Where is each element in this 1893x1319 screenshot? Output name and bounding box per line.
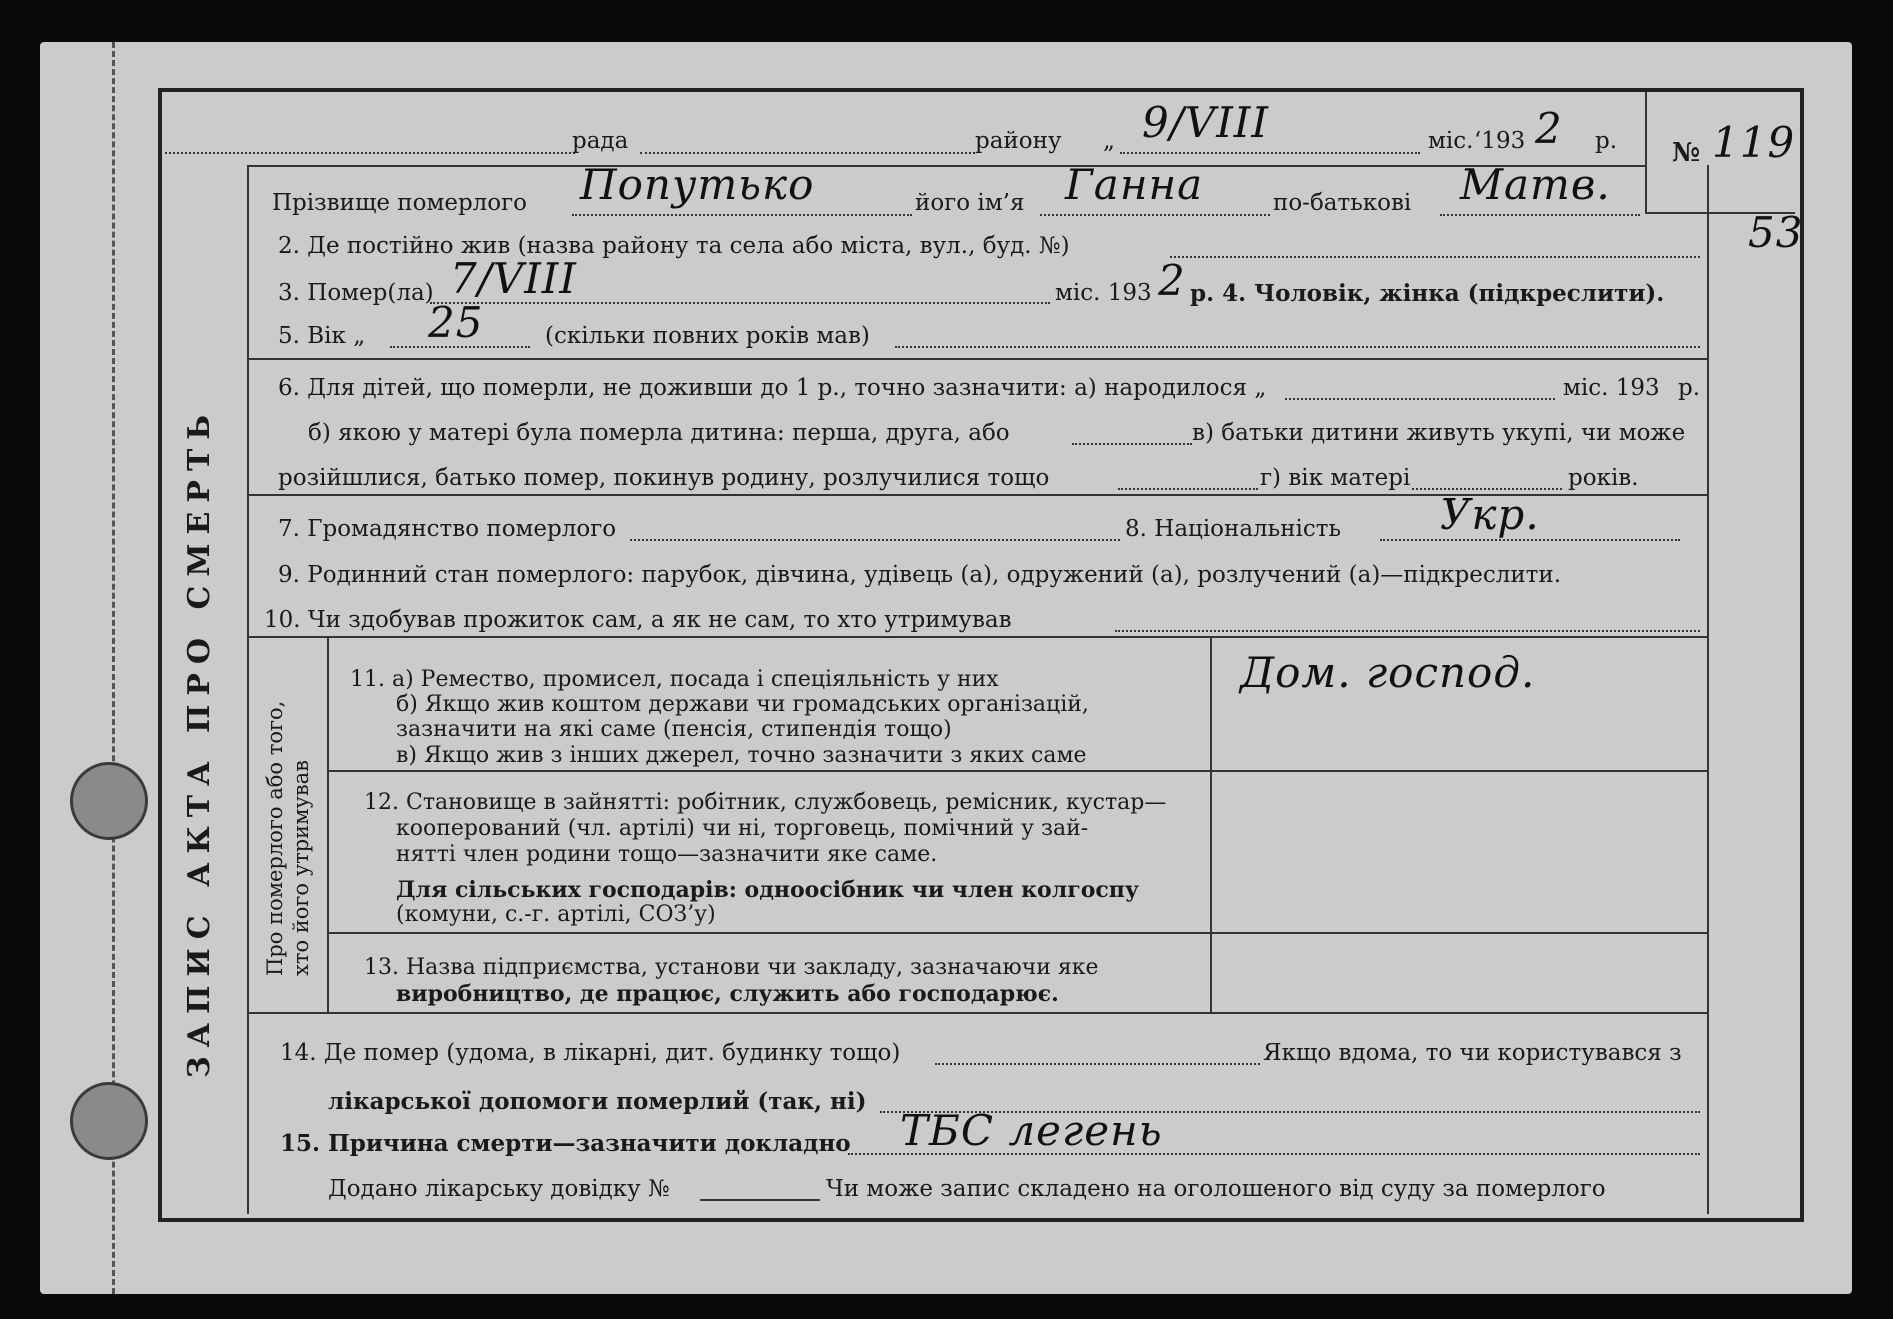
field-11-line-1: 11. а) Ремество, промисел, посада і спеціяльність у них	[350, 667, 999, 692]
field-15-label: 15. Причина смерти—зазначити докладно	[280, 1130, 851, 1157]
record-number-handwritten-2: 53	[1748, 208, 1804, 257]
side-subtitle: Про померлого або того, хто його утримував	[263, 700, 313, 976]
rayon-label: району	[975, 128, 1062, 154]
field-3-label: 3. Помер(ла)	[278, 280, 434, 306]
field-12-line-2: кооперований (чл. артілі) чи ні, торговець, помічний у зай-	[396, 816, 1089, 841]
first-name-handwritten: Ганна	[1065, 160, 1204, 209]
nationality-handwritten: Укр.	[1440, 490, 1540, 539]
field-12-line-5: (комуни, с.-г. артілі, СОЗ’у)	[396, 902, 716, 927]
medical-certificate-label: Додано лікарську довідку №	[328, 1176, 670, 1202]
field-8-label: 8. Національність	[1125, 516, 1342, 542]
field-14-line-1: 14. Де помер (удома, в лікарні, дит. будинку тощо)	[280, 1040, 901, 1066]
field-12-line-4: Для сільських господарів: одноосібник чи член колгоспу	[396, 877, 1139, 903]
record-number-handwritten: 119	[1712, 118, 1796, 167]
field-6-line-1: 6. Для дітей, що померли, не доживши до 1 р., точно зазначити: а) народилося „	[278, 375, 1267, 401]
occupation-handwritten: Дом. господ.	[1240, 648, 1536, 697]
field-13-line-2: виробництво, де працює, служить або господарює.	[396, 981, 1059, 1007]
field-5-label: 5. Вік „	[278, 323, 366, 349]
cause-of-death-handwritten: ТБС легень	[900, 1106, 1163, 1155]
field-2-label: 2. Де постійно жив (назва району та села або міста, вул., буд. №)	[278, 233, 1070, 259]
record-date-handwritten: 9/VIII	[1142, 98, 1269, 147]
number-label: №	[1672, 138, 1701, 168]
field-9-label: 9. Родинний стан померлого: парубок, дівчина, удівець (а), одружений (а), розлучений (а)—підкреслити.	[278, 562, 1562, 588]
binder-hole-top	[70, 762, 148, 840]
field-11-line-2: б) Якщо жив коштом держави чи громадських організацій,	[396, 692, 1089, 717]
field-10-label: 10. Чи здобував прожиток сам, а як не сам, то хто утримував	[264, 607, 1012, 633]
field-11-line-3: зазначити на які саме (пенсія, стипендія тощо)	[396, 717, 952, 742]
field-14-line-2: лікарської допомоги померлий (так, ні)	[328, 1088, 867, 1115]
death-date-handwritten: 7/VIII	[450, 254, 577, 303]
side-title: ЗАПИС АКТА ПРО СМЕРТЬ	[182, 405, 217, 1078]
record-year-handwritten: 2	[1535, 104, 1563, 153]
field-7-label: 7. Громадянство померлого	[278, 516, 617, 542]
surname-handwritten: Попутько	[580, 160, 815, 209]
field-6-line-3: розійшлися, батько помер, покинув родину, розлучилися тощо	[278, 465, 1050, 491]
field-1-label: Прізвище померлого	[272, 190, 528, 216]
field-13-line-1: 13. Назва підприємства, установи чи закладу, зазначаючи яке	[364, 955, 1099, 980]
court-declaration-label: Чи може запис складено на оголошеного від суду за померлого	[826, 1176, 1606, 1202]
field-11-line-4: в) Якщо жив з інших джерел, точно зазначити з яких саме	[396, 743, 1087, 768]
binder-hole-bottom	[70, 1082, 148, 1160]
field-12-line-3: нятті член родини тощо—зазначити яке саме.	[396, 842, 938, 867]
patronymic-handwritten: Матв.	[1460, 160, 1611, 209]
rada-label: рада	[572, 128, 629, 154]
field-6-line-2: б) якою у матері була померла дитина: перша, друга, або	[308, 420, 1010, 446]
field-12-line-1: 12. Становище в зайнятті: робітник, службовець, ремісник, кустар—	[364, 790, 1167, 815]
age-handwritten: 25	[428, 298, 484, 347]
